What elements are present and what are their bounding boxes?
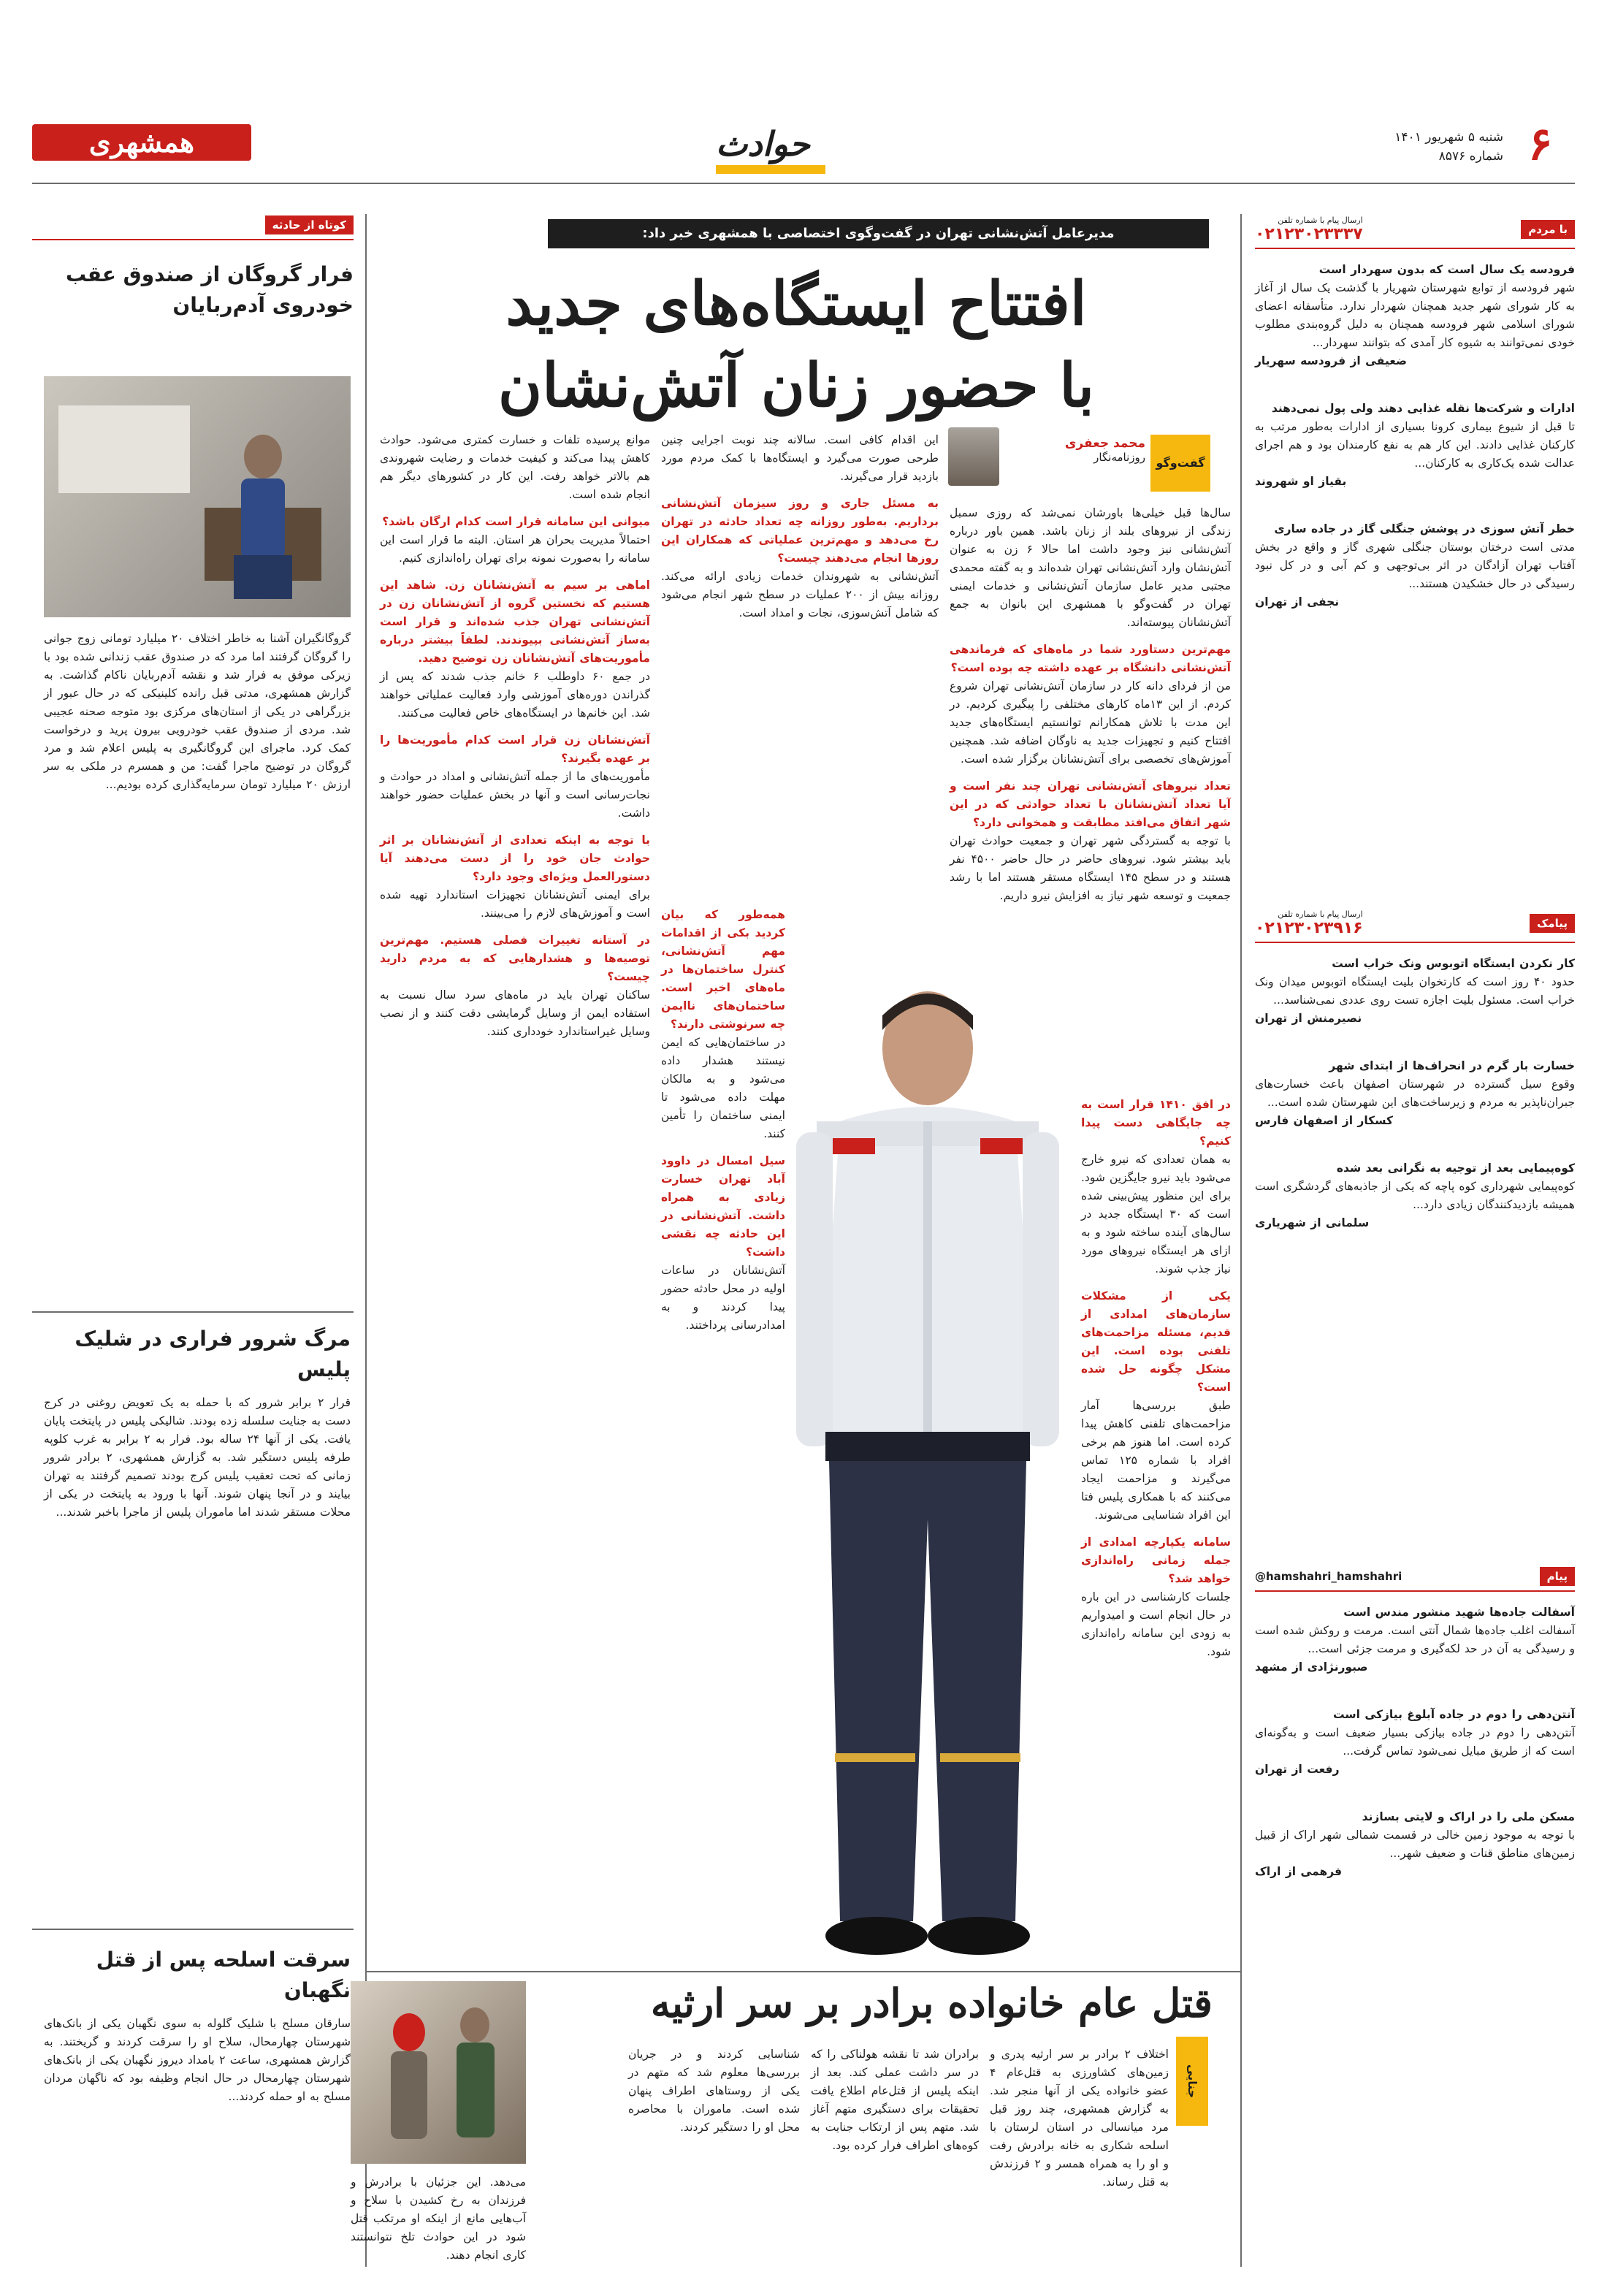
item-body: تا قبل از شیوع بیماری کرونا بسیاری از ادارات به‌طور مرتب به کارکنان غذایی دادند. این کار هم به نفع کارمندان بود و هم اجرای عدالت شده یک‌کاری به کارکنان... bbox=[1255, 420, 1575, 470]
item-body: مدتی است درختان بوستان جنگلی شهری گاز و واقع در بخش آفتاب تهران آزادگان در اثر بی‌توجهی و کم آبی و در کل نبود رسیدگی در حال خشکیدن هستند... bbox=[1255, 541, 1575, 590]
paragraph: شناسایی کردند و در جریان بررسی‌ها معلوم شد که متهم در یکی از روستاهای اطراف پنهان شده است. ماموران با محاصره محل او را دستگیر کردند. bbox=[628, 2048, 800, 2134]
item-sign: فرهمی از اراک bbox=[1255, 1865, 1343, 1878]
bottom-headline: قتل عام خانواده برادر بر سر ارثیه bbox=[650, 1980, 1213, 2026]
byline bbox=[1007, 436, 1145, 464]
box-rule bbox=[32, 239, 354, 240]
box-rule bbox=[1255, 942, 1575, 943]
item-body: وقوع سیل گسترده در شهرستان اصفهان باعث خسارت‌های جبران‌ناپذیر به مردم و زیرساخت‌های این شهرستان شده است... bbox=[1255, 1078, 1575, 1109]
logo-text: همشهری bbox=[88, 126, 195, 159]
headline-line-2: با حضور زنان آتش‌نشان bbox=[497, 351, 1095, 421]
paragraph: آتش‌نشانی به شهروندان خدمات زیادی ارائه می‌کند. روزانه بیش از ۲۰۰ عملیات در سطح شهر انجام می‌شود که شامل آتش‌سوزی، نجات و امداد است. bbox=[661, 570, 939, 619]
main-column-3 bbox=[380, 431, 650, 1041]
story-divider bbox=[32, 1311, 354, 1313]
question: سیل امسال در داوود آباد تهران خسارت زیادی به همراه داشت. آتش‌نشانی در این حادثه چه نقشی داشت؟ bbox=[661, 1154, 785, 1259]
reporter-photo bbox=[948, 427, 999, 486]
question: سامانه یکپارچه امدادی از جمله زمانی راه‌اندازی خواهد شد؟ bbox=[1081, 1536, 1231, 1585]
main-column-1 bbox=[950, 504, 1231, 905]
story-headline: سرقت اسلحه پس از قتل نگهبان bbox=[96, 1948, 351, 2002]
item-sign: سلمانی از شهریاری bbox=[1255, 1216, 1370, 1229]
story-divider bbox=[32, 1929, 354, 1930]
question: با توجه به اینکه تعدادی از آتش‌نشانان بر اثر حوادث جان خود را از دست می‌دهند آیا دستورالعمل ویژه‌ای وجود دارد؟ bbox=[380, 834, 650, 883]
social-handle[interactable]: @hamshahri_hamshahri bbox=[1255, 1570, 1402, 1583]
story-headline: فرار گروگان از صندوق عقب خودروی آدم‌ربایان bbox=[66, 262, 354, 317]
question: همه‌طور که بیان کردید بکی از اقدامات مهم آتش‌نشانی، کنترل ساختمان‌ها در ماه‌های اخیر است. ساختمان‌های ناایمن چه سرنوشتی دارند؟ bbox=[661, 908, 785, 1031]
section-accent-bar bbox=[716, 165, 825, 174]
page-number: ۶ bbox=[1528, 117, 1553, 170]
question: تعداد نیروهای آتش‌نشانی تهران چند نفر است و آیا تعداد آتش‌نشانان با تعداد حوادثی که در این شهر اتفاق می‌افتد مطابقت و همخوانی دارد؟ bbox=[950, 779, 1231, 829]
bottom-column-1 bbox=[990, 2045, 1169, 2192]
story-3 bbox=[44, 1945, 351, 2106]
column-rule-left bbox=[365, 214, 367, 2267]
section-title: حوادث bbox=[716, 124, 810, 164]
reader-box-1 bbox=[1255, 216, 1575, 611]
item-title: مسکن ملی را در اراک و لایتی بسازند bbox=[1362, 1810, 1575, 1823]
paragraph: موانع پرسیده تلفات و خسارت کمتری می‌شود. حوادث کاهش پیدا می‌کند و کیفیت خدمات و رضایت شهروندی هم بالاتر خواهد رفت. این کار در کشورهای دیگر هم انجام شده است. bbox=[380, 433, 650, 501]
paragraph: این اقدام کافی است. سالانه چند نوبت اجرایی چنین طرحی صورت می‌گیرد و ایستگاه‌ها با کمک مردم مورد بازدید قرار می‌گیرند. bbox=[661, 433, 939, 483]
story-body: گروگانگیران آشنا به خاطر اختلاف ۲۰ میلیارد تومانی زوج جوانی را گروگان گرفتند اما مرد که در صندوق عقب زندانی شده بود با زیرکی موفق به فرار شد و نقشه آدم‌ربایان ناکام گذاشت. به گزارش همشهری، مدتی قبل رانده کلینیکی که در حال عبور از بزرگراهی در یکی از استان‌های مرکزی بود متوجه صحنه عجیبی شد. مردی از صندوق عقب خودرویی بیرون پرید و درخواست کمک کرد. ماجرای این گروگانگیری به پلیس اعلام شد و مرد گروگان در توضیح ماجرا گفت: من و همسرم در ملکی به سر ارزش ۲۰ میلیارد تومان سرمایه‌گذاری کرده بودیم... bbox=[44, 632, 351, 791]
main-column-2 bbox=[661, 431, 939, 622]
paragraph: با توجه به گستردگی شهر تهران و جمعیت حوادث تهران باید بیشتر شود. نیروهای حاضر در حال حاضر ۴۵۰۰ نفر هستند و در سطح ۱۴۵ ایستگاه مستقر هستند اما با رشد جمعیت و توسعه شهر نیاز به افزایش نیرو داریم. bbox=[950, 834, 1232, 902]
reporter-role: روزنامه‌نگار bbox=[1093, 451, 1145, 464]
box-label: پیام bbox=[1540, 1567, 1575, 1586]
item-sign: نجفی از تهران bbox=[1255, 595, 1340, 609]
headline-line-1: افتتاح ایستگاه‌های جدید bbox=[505, 269, 1087, 339]
reader-box-2 bbox=[1255, 909, 1575, 1232]
phone-number[interactable]: ۰۲۱۲۳۰۲۳۹۱۶ bbox=[1255, 919, 1363, 937]
phone-note: ارسال پیام با شماره تلفن bbox=[1278, 909, 1363, 919]
box-label: پیامک bbox=[1530, 914, 1575, 933]
question: آتش‌نشانان زن قرار است کدام مأموریت‌ها را بر عهده بگیرند؟ bbox=[380, 733, 650, 765]
item-sign: ضعیفی از فرودسه سهریار bbox=[1255, 354, 1408, 367]
item-body: حدود ۴۰ روز است که کارتخوان بلیت ایستگاه اتوبوس میدان ونک خراب است. مسئول بلیت اجازه تست روی عددی نمی‌شناسد... bbox=[1255, 975, 1575, 1007]
hamshahri-logo bbox=[32, 110, 251, 177]
item-title: کار نکردن ایستگاه اتوبوس ونک خراب است bbox=[1332, 957, 1575, 970]
paragraph: اختلاف ۲ برادر بر سر ارثیه پدری و زمین‌های کشاورزی به قتل‌عام ۴ عضو خانواده یکی از آنها منجر شد. به گزارش همشهری، چند روز قبل مرد میانسالی در استان لرستان با اسلحه شکاری به خانه برادرش رفت و او را به همراه همسر و ۲ فرزندش به قتل رساند. bbox=[990, 2048, 1169, 2189]
reader-box-3 bbox=[1255, 1567, 1575, 1881]
suspect-photo bbox=[44, 376, 351, 617]
paragraph: می‌دهد. این جزئیان با برادرش و فرزندان به رخ کشیدن با سلاح و آب‌هایی مانع از اینکه او مرتکب قتل شود در این حوادث تلخ نتوانستند کاری انجام دهند. bbox=[351, 2175, 526, 2262]
item-title: خسارت بار گرم در انحراف‌ها از ابتدای شهر bbox=[1329, 1059, 1575, 1072]
item-body: کوه‌پیمایی شهرداری کوه پاچه که یکی از جاذبه‌های گردشگری است همیشه بازدیدکنندگان زیادی دارد... bbox=[1255, 1180, 1575, 1211]
paragraph: ساکنان تهران باید در ماه‌های سرد سال نسبت به استفاده ایمن از وسایل گرمایشی دقت کنند و از نصب وسایل غیراستاندارد خودداری کنند. bbox=[380, 988, 650, 1038]
bottom-divider bbox=[365, 1971, 1240, 1972]
interview-tag: گفت‌وگو bbox=[1150, 435, 1210, 492]
story-2 bbox=[44, 1324, 351, 1522]
question: در آستانه تغییرات فصلی هستیم. مهم‌ترین توصیه‌ها و هشدارهایی که به مردم دارید چیست؟ bbox=[380, 934, 650, 983]
question: میوانی این سامانه قرار است کدام ارگان باشد؟ bbox=[382, 515, 650, 528]
left-briefs bbox=[32, 216, 354, 321]
box-rule bbox=[1255, 248, 1575, 249]
item-body: آنتن‌دهی را دوم در جاده بیازکی بسیار ضعیف است و به‌گونه‌ای است که از طریق مبایل نمی‌شود تماس گرفت... bbox=[1255, 1726, 1575, 1758]
paragraph: در ساختمان‌هایی که ایمن نیستند هشدار داده می‌شود و به مالکان مهلت داده می‌شود تا ایمنی ساختمان را تأمین کنند. bbox=[661, 1036, 785, 1140]
reporter-name: محمد جعفری bbox=[1064, 436, 1145, 451]
item-body: با توجه به موجود زمین خالی در قسمت شمالی شهر اراک از قبیل زمین‌های مناطق قنات و ضعیف شهر... bbox=[1255, 1828, 1575, 1860]
police-illustration bbox=[351, 1981, 526, 2164]
box-rule bbox=[1255, 1590, 1575, 1592]
main-column-1-lower bbox=[1081, 1096, 1231, 1661]
paragraph: برادران شد تا نقشه هولناکی را که در سر داشت عملی کند. بعد از اینکه پلیس از قتل‌عام اطلاع یافت تحقیقات برای دستگیری متهم آغاز شد. متهم پس از ارتکاب جنایت به کوه‌های اطراف فرار کرده بود. bbox=[811, 2048, 979, 2152]
bottom-column-4 bbox=[351, 2173, 526, 2265]
arrest-photo bbox=[351, 1981, 526, 2164]
fire-chief-photo bbox=[752, 964, 1103, 1980]
story-headline: مرگ شرور فراری در شلیک پلیس bbox=[75, 1327, 351, 1381]
item-sign: بقیاز او شهروند bbox=[1255, 475, 1347, 488]
item-title: فرودسه یک سال است که بدون سهردار است bbox=[1318, 263, 1575, 276]
phone-note: ارسال پیام با شماره تلفن bbox=[1278, 216, 1363, 225]
phone-number[interactable]: ۰۲۱۲۳۰۲۳۳۳۷ bbox=[1255, 225, 1363, 243]
issue-number: شماره ۸۵۷۶ bbox=[1438, 149, 1503, 164]
question: مهم‌ترین دستاورد شما در ماه‌های که فرماندهی آتش‌نشانی دانشگاه بر عهده داشته چه بوده است؟ bbox=[950, 643, 1231, 674]
item-sign: صبورنژادی از مشهد bbox=[1255, 1660, 1368, 1674]
item-title: آنتن‌دهی را دوم در جاده آبلوغ بیازکی است bbox=[1332, 1708, 1575, 1721]
main-column-2-lower bbox=[661, 906, 785, 1335]
story-body: سارقان مسلح با شلیک گلوله به سوی نگهبان یکی از بانک‌های شهرستان چهارمحال، سلاح او را سرقت کردند و گریختند. به گزارش همشهری، ساعت ۲ بامداد دیروز نگهبان یکی از بانک‌های شهرستان چهارمحال در حال انجام وظیفه بود که ناگهان مردان مسلح به او حمله کردند... bbox=[44, 2017, 351, 2103]
story1-body-wrap bbox=[44, 630, 351, 794]
story-body: قرار ۲ برابر شرور که با حمله به یک تعویض روغنی در کرج دست به جنایت سلسله زده بودند. شالیکی پلیس در پایتخت پایان یافت. یکی از آنها ۲۴ ساله بود. فرار به ۲ برابر به غرب کلوپه طرفه پلیس دستگیر شد. به گزارش همشهری، ۲ برادر شرور زمانی که تحت تعقیب پلیس کرج بودند تصمیم گرفتند به تهران بیایند و در آنجا پنهان شوند. آنها با ورود به پایتخت در یکی از محلات مستقر شدند اما ماموران پلیس از ماجرا باخبر شدند... bbox=[44, 1396, 351, 1519]
item-sign: رفعت از تهران bbox=[1255, 1763, 1340, 1776]
main-headline bbox=[380, 263, 1213, 427]
question: یکی از مشکلات سازمان‌های امدادی از قدیم، مسئله مزاحمت‌های تلفنی بوده است. این مشکل چگونه حل شده است؟ bbox=[1081, 1289, 1231, 1394]
question: به مسئل جاری و روز سیزمان آتش‌نشانی برداریم. به‌طور روزانه چه تعداد حادثه در تهران رخ می‌دهد و مهم‌ترین عملیاتی که همکاران این روزها انجام می‌دهند چیست؟ bbox=[661, 497, 939, 565]
issue-date: شنبه ۵ شهریور ۱۴۰۱ bbox=[1394, 130, 1503, 145]
bottom-column-2 bbox=[811, 2045, 979, 2155]
paragraph: من از فردای دانه کار در سازمان آتش‌نشانی تهران شروع کردم. از این ۱۳ماه کارهای مختلفی را پیگیری کردیم. در این مدت با تلاش همکارانم توانستیم ایستگاه‌های جدید افتتاح کنیم و تجهیزات جدید به ناوگان اضافه شد. همچنین آموزش‌های تخصصی برای آتش‌نشانان برگزار شده است. bbox=[950, 679, 1231, 766]
paragraph: سال‌ها قبل خیلی‌ها باورشان نمی‌شد که روزی سمبل زندگی از نیروهای بلند از زنان باشد. همین‌ باور درباره آتش‌نشانی نیز وجود داشت اما حالا ۶ زن به عنوان آتش‌نشان وارد آتش‌نشانی تهران شده‌اند و به گفته محمدی مجتبی مدیر عامل سازمان آتش‌نشانی و خدمات ایمنی تهران در گفت‌وگو با همشهری این بانوان به جمع آتش‌نشانان پیوسته‌اند. bbox=[950, 506, 1231, 629]
bottom-column-3 bbox=[628, 2045, 800, 2137]
question: در افق ۱۴۱۰ قرار است به چه جایگاهی دست پیدا کنیم؟ bbox=[1081, 1098, 1231, 1148]
item-title: خطر آتش سوزی در پوشش جنگلی گاز در جاده ساری bbox=[1274, 522, 1575, 535]
paragraph: جلسات کارشناسی در این باره در حال انجام است و امیدواریم به زودی این سامانه راه‌اندازی شود. bbox=[1081, 1590, 1231, 1658]
paragraph: به همان تعدادی که نیرو خارج می‌شود باید نیرو جایگزین شود. برای این منظور پیش‌بینی شده است که ۳۰ ایستگاه جدید در سال‌های آینده ساخته شود و به ازای هر ایستگاه نیروهای مورد نیاز جذب شوند. bbox=[1081, 1153, 1231, 1275]
courtroom-illustration bbox=[44, 376, 351, 617]
item-title: کوه‌پیمایی بعد از توجیه به نگرانی بعد شده bbox=[1336, 1162, 1575, 1175]
item-sign: کسکار از اصفهان فارس bbox=[1255, 1114, 1393, 1127]
crime-tag: جنایی bbox=[1176, 2037, 1208, 2126]
item-body: آسفالت اغلب جاده‌ها شمال آنتی است. مرمت و روکش شده است و رسیدگی به آن در حد لکه‌گیری و مرمت جزئی است... bbox=[1255, 1624, 1575, 1655]
item-body: شهر فرودسه از توابع شهرستان شهریار با گذشت یک سال از آغاز به کار شورای شهر جدید همچنان شهردار ندارد. متأسفانه اعضای شورای اسلامی شهر فرودسه همچنان به دلیل گروه‌بندی مطلوب خودی نمی‌توانند به شیوه کار آمدی که بتوانند سهردار... bbox=[1255, 281, 1575, 349]
paragraph: برای ایمنی آتش‌نشانان تجهیزات استاندارد تهیه شده است و آموزش‌های لازم را می‌بینند. bbox=[380, 888, 650, 920]
item-title: آسفالت جاده‌ها شهید منشور مندس است bbox=[1343, 1606, 1575, 1619]
briefs-tag: کوتاه از حادثه bbox=[265, 216, 354, 234]
column-rule-right bbox=[1240, 214, 1242, 2267]
item-title: ادارات و شرکت‌ها نقله غذایی دهند ولی پول نمی‌دهند bbox=[1271, 402, 1575, 415]
paragraph: طبق بررسی‌ها آمار مزاحمت‌های تلفنی کاهش پیدا کرده است. اما هنوز هم برخی افراد با شماره ۱۲۵ تماس می‌گیرند و مزاحمت ایجاد می‌کنند که با همکاری پلیس فتا این افراد شناسایی می‌شوند. bbox=[1081, 1399, 1231, 1522]
paragraph: در جمع ۶۰ داوطلب ۶ خانم جذب شدند که پس از گذراندن دوره‌های آموزشی وارد فعالیت عملیاتی خواهند شد. این خانم‌ها در ایستگاه‌های خاص فعالیت می‌کنند. bbox=[380, 670, 650, 720]
box-label: با مردم bbox=[1521, 220, 1575, 239]
header-rule bbox=[32, 183, 1575, 184]
question: اماهی بر سیم به آتش‌نشانان زن. شاهد این هستیم که نخستین گروه از آتش‌نشانان زن در آتش‌نشانی تهران جذب شده‌اند و قرار است به‌ساز آتش‌نشانی بپیوندند. لطفاً بیشتر درباره مأموریت‌های آتش‌نشانان زن توضیح دهید. bbox=[380, 579, 650, 665]
paragraph: مأموریت‌های ما از جمله آتش‌نشانی و امداد در حوادث و نجات‌رسانی است و آنها در بخش عملیات حضور خواهند داشت. bbox=[380, 770, 650, 820]
paragraph: احتمالاً مدیریت بحران هر استان. البته ما قرار است این سامانه را به‌صورت نمونه برای تهران راه‌اندازی کنیم. bbox=[380, 533, 650, 565]
main-kicker: مدیرعامل آتش‌نشانی تهران در گفت‌وگوی اختصاصی با همشهری خبر داد: bbox=[548, 219, 1209, 248]
paragraph: آتش‌نشانان در ساعات اولیه در محل حادثه حضور پیدا کردند و به امدادرسانی پرداختند. bbox=[661, 1264, 785, 1332]
item-sign: نصیرمنش از تهران bbox=[1255, 1012, 1362, 1025]
